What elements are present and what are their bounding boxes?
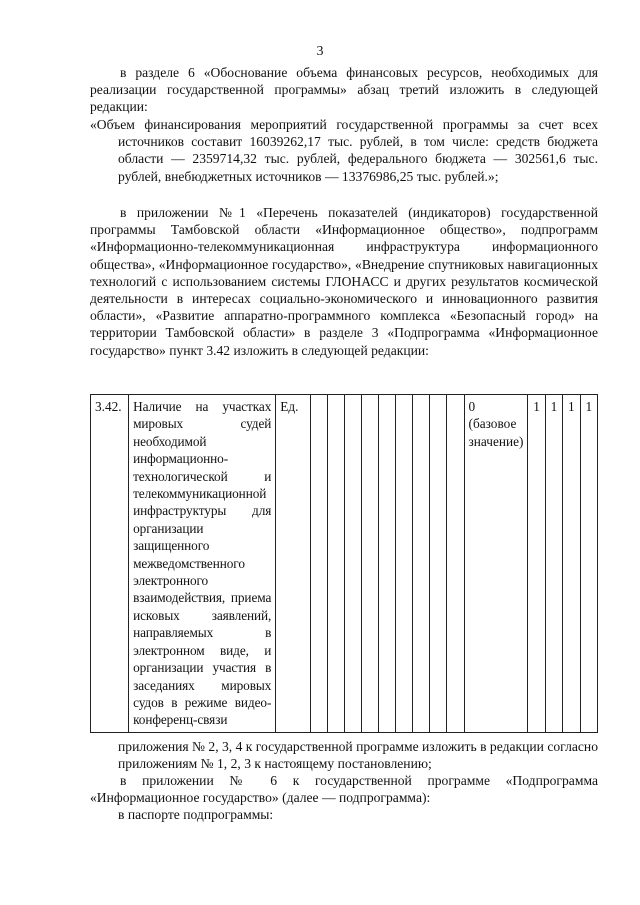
empty-cell xyxy=(361,395,378,733)
empty-cell xyxy=(447,395,464,733)
paragraph-appendix-6: в приложении № 6 к государственной программе «Подпрограмма «Информационное государство» (далее — подпрограмма): xyxy=(90,773,598,806)
empty-cell xyxy=(327,395,344,733)
empty-cell xyxy=(396,395,413,733)
base-value-cell: 0 (базовое значение) xyxy=(464,395,528,733)
empty-cell xyxy=(430,395,447,733)
value-cell: 1 xyxy=(528,395,545,733)
empty-cell xyxy=(310,395,327,733)
paragraph-passport: в паспорте подпрограммы: xyxy=(118,807,274,822)
paragraph-section-6: в разделе 6 «Обоснование объема финансовых ресурсов, необходимых для реализации государственной программы» абзац третий изложить в следующей редакции: xyxy=(90,65,598,115)
indicator-table xyxy=(90,394,598,733)
empty-cell xyxy=(344,395,361,733)
value-cell: 1 xyxy=(580,395,597,733)
empty-cell xyxy=(413,395,430,733)
paragraph-appendices-2-4: приложения № 2, 3, 4 к государственной программе изложить в редакции согласно приложениям № 1, 2, 3 к настоящему постановлению; xyxy=(118,739,598,772)
page-number: 3 xyxy=(316,44,324,59)
row-number: 3.42. xyxy=(91,395,129,733)
paragraph-financing-quote: «Объем финансирования мероприятий государственной программы за счет всех источников составит 16039262,17 тыс. рублей, в том числе: средств бюджета области — 2359714,32 тыс. рублей, федерального бюджета — 302561,6 тыс. рублей, внебюджетных источников — 13376986,25 тыс. рублей.»; xyxy=(90,117,598,184)
paragraph-appendix-1: в приложении №1 «Перечень показателей (индикаторов) государственной программы Тамбовской области «Информационное общество», подпрограмм «Информационно-телекоммуникационная инфраструктура информационного общества», «Информационное государство», «Внедрение спутниковых навигационных технологий с использованием системы ГЛОНАСС и других результатов космической деятельности в интересах социально-экономического и инновационного развития области», «Развитие аппаратно-программного комплекса «Безопасный город» на территории Тамбовской области» в разделе 3 «Подпрограмма «Информационное государство» пункт 3.42 изложить в следующей редакции: xyxy=(90,205,598,358)
empty-cell xyxy=(379,395,396,733)
value-cell: 1 xyxy=(545,395,562,733)
table-row xyxy=(91,395,598,733)
indicator-name: Наличие на участках мировых судей необходимой информационно-технологической и телекоммуникационной инфраструктуры для организации защищенного межведомственного электронного взаимодействия, приема исковых заявлений, направляемых в электронном виде, и организации участия в заседаниях мировых судов в режиме видео-конференц-связи xyxy=(129,395,276,733)
value-cell: 1 xyxy=(563,395,580,733)
unit-cell: Ед. xyxy=(276,395,310,733)
